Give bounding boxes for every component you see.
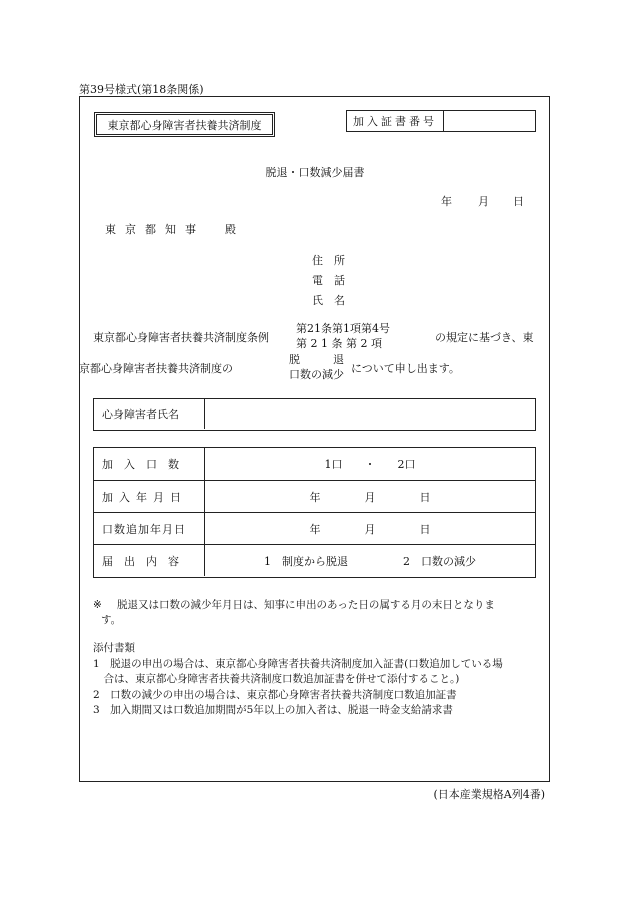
notification-content-value[interactable]: 1 制度から脱退 2 口数の減少 xyxy=(264,554,476,568)
person-name-row xyxy=(94,399,535,429)
table-row xyxy=(94,448,535,480)
table-row xyxy=(94,512,535,544)
paper-standard-note: (日本産業規格A列4番) xyxy=(433,788,545,801)
addressee: 東京都知事 殿 xyxy=(105,223,245,236)
date-year: 年 xyxy=(441,195,452,208)
note-text-line2: す。 xyxy=(101,614,122,626)
table-row xyxy=(94,544,535,576)
table-row xyxy=(94,480,535,512)
statement-line1-prefix: 東京都心身障害者扶養共済制度条例 xyxy=(93,331,269,344)
additional-units-date-value[interactable]: 年 月 日 xyxy=(309,522,431,536)
date-day: 日 xyxy=(513,195,524,208)
statement-line1-suffix: の規定に基づき、東 xyxy=(435,331,534,344)
statement-line2-suffix: について申し出ます。 xyxy=(351,362,460,375)
applicant-name-label: 氏 名 xyxy=(312,294,345,307)
attachment-item-3: 3 加入期間又は口数追加期間が5年以上の加入者は、脱退一時金支給請求書 xyxy=(93,704,453,716)
certificate-number-box xyxy=(346,110,536,132)
notification-content-label: 届 出 内 容 xyxy=(94,545,205,576)
attachment-item-1-cont: 合は、東京都心身障害者扶養共済制度口数追加証書を併せて添付すること。) xyxy=(93,673,460,685)
statement-option-reduction: 口数の減少 xyxy=(289,368,344,381)
statement-option-article4: 第21条第1項第4号 xyxy=(296,322,390,335)
units-value[interactable]: 1口 ・ 2口 xyxy=(324,458,416,471)
detail-table xyxy=(93,447,536,578)
form-number: 第39号様式(第18条関係) xyxy=(79,83,204,96)
statement-option-article2: 第 2 1 条 第 2 項 xyxy=(296,337,382,350)
units-label: 加 入 口 数 xyxy=(94,448,205,480)
additional-units-date-label: 口数追加年月日 xyxy=(94,513,205,544)
note-mark: ※ xyxy=(93,599,102,611)
system-name-box: 東京都心身障害者扶養共済制度 xyxy=(94,112,275,137)
document-title: 脱退・口数減少届書 xyxy=(265,166,365,179)
certificate-number-field[interactable] xyxy=(444,111,535,131)
statement-option-withdrawal: 脱 退 xyxy=(289,353,344,366)
attachment-item-2: 2 口数の減少の申出の場合は、東京都心身障害者扶養共済制度口数追加証書 xyxy=(93,689,457,701)
note-text-line1: 脱退又は口数の減少年月日は、知事に申出のあった日の属する月の末日となりま xyxy=(117,599,495,611)
applicant-address-label: 住 所 xyxy=(312,254,345,267)
attachments-heading: 添付書類 xyxy=(93,642,135,654)
certificate-number-label: 加入証書番号 xyxy=(347,111,444,131)
join-date-label: 加入年月日 xyxy=(94,481,205,512)
attachment-item-1: 1 脱退の申出の場合は、東京都心身障害者扶養共済制度加入証書(口数追加している場 xyxy=(93,658,503,670)
person-name-label: 心身障害者氏名 xyxy=(94,399,205,429)
join-date-value[interactable]: 年 月 日 xyxy=(309,490,431,504)
applicant-phone-label: 電 話 xyxy=(312,274,345,287)
person-name-table xyxy=(93,398,536,431)
statement-line2-prefix: 京都心身障害者扶養共済制度の xyxy=(79,362,233,375)
person-name-field[interactable] xyxy=(205,399,535,429)
date-month: 月 xyxy=(478,195,489,208)
